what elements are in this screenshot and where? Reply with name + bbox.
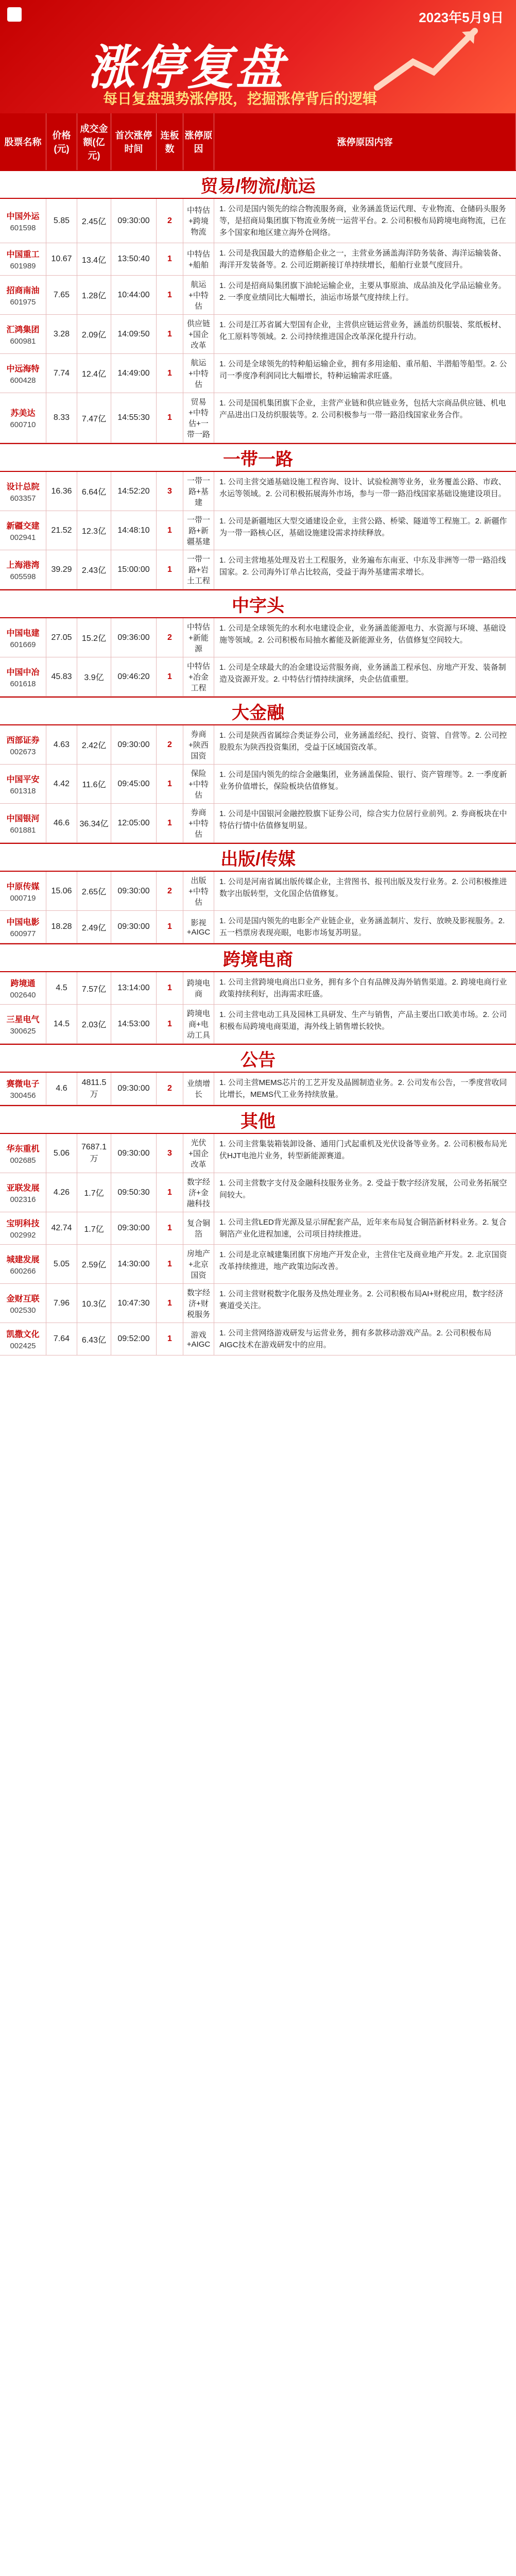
board-count: 3 <box>157 1134 183 1173</box>
limit-up-reason: 中特估+新能源 <box>183 618 214 657</box>
stock-name[interactable]: 中国电影 <box>6 918 40 927</box>
stock-name-cell <box>0 765 46 803</box>
stock-name-cell <box>0 911 46 943</box>
stock-price: 4.42 <box>46 765 77 803</box>
header-banner <box>0 0 516 113</box>
board-count: 1 <box>157 1245 183 1283</box>
page-title: 涨停复盘 <box>88 42 286 94</box>
limit-up-reason: 数字经济+财税服务 <box>183 1284 214 1323</box>
limit-up-reason: 跨境电商 <box>183 972 214 1004</box>
stock-amount: 15.2亿 <box>77 618 111 657</box>
reason-detail: 1. 公司是江苏省属大型国有企业，主营供应链运营业务，涵盖纺织服装、浆纸板材、化工原料等领域。2. 公司持续推进国企改革深化提升行动。 <box>214 315 516 353</box>
reason-detail: 1. 公司是国内领先的综合物流服务商，业务涵盖货运代理、专业物流、仓储码头服务等，是招商局集团旗下物流业务统一运营平台。2. 公司积极布局跨境电商物流，已在多个国家和地区建立海外仓网络。 <box>214 199 516 243</box>
stock-price: 7.65 <box>46 276 77 314</box>
stock-code: 002685 <box>10 1156 36 1165</box>
stock-name-cell <box>0 511 46 550</box>
table-row <box>0 1245 516 1284</box>
trend-arrow-icon <box>372 21 485 93</box>
stock-code: 002992 <box>10 1231 36 1240</box>
stock-amount: 2.45亿 <box>77 199 111 243</box>
board-count: 2 <box>157 1073 183 1105</box>
stock-price: 39.29 <box>46 550 77 589</box>
reason-detail: 1. 公司主营交通基础设施工程咨询、设计、试验检测等业务，业务覆盖公路、市政、水运等领域。2. 公司积极拓展海外市场，参与一带一路沿线国家基础设施建设项目。 <box>214 472 516 511</box>
board-count: 3 <box>157 472 183 511</box>
reason-detail: 1. 公司主营跨境电商出口业务，拥有多个自有品牌及海外销售渠道。2. 跨境电商行业政策持续利好，出海需求旺盛。 <box>214 972 516 1004</box>
board-count: 2 <box>157 618 183 657</box>
reason-detail: 1. 公司是新疆地区大型交通建设企业，主营公路、桥梁、隧道等工程施工。2. 新疆作为一带一路核心区，基础设施建设需求持续释放。 <box>214 511 516 550</box>
limit-up-time: 09:30:00 <box>111 1073 157 1105</box>
reason-detail: 1. 公司是招商局集团旗下油轮运输企业，主要从事原油、成品油及化学品运输业务。2. 一季度业绩同比大幅增长，油运市场景气度持续上行。 <box>214 276 516 314</box>
limit-up-reason: 出版+中特估 <box>183 872 214 910</box>
reason-detail: 1. 公司是全球最大的冶金建设运营服务商，业务涵盖工程承包、房地产开发、装备制造及资源开发。2. 中特估行情持续演绎，央企估值重塑。 <box>214 657 516 696</box>
stock-code: 002316 <box>10 1195 36 1204</box>
reason-detail: 1. 公司主营地基处理及岩土工程服务，业务遍布东南亚、中东及非洲等一带一路沿线国家。2. 公司海外订单占比较高，受益于海外基建需求增长。 <box>214 550 516 589</box>
board-count: 1 <box>157 1005 183 1043</box>
stock-name[interactable]: 三星电气 <box>6 1015 40 1024</box>
stock-name-cell <box>0 1173 46 1212</box>
table-row <box>0 725 516 765</box>
stock-amount: 4811.5万 <box>77 1073 111 1105</box>
stock-amount: 2.65亿 <box>77 872 111 910</box>
reason-detail: 1. 公司是我国最大的造修船企业之一，主营业务涵盖海洋防务装备、海洋运输装备、海洋开发装备等。2. 公司近期新接订单持续增长，船舶行业景气度回升。 <box>214 243 516 275</box>
table-row <box>0 872 516 911</box>
stock-code: 601881 <box>10 825 36 835</box>
stock-amount: 7.57亿 <box>77 972 111 1004</box>
stock-name[interactable]: 设计总院 <box>6 482 40 492</box>
stock-price: 14.5 <box>46 1005 77 1043</box>
table-row <box>0 1005 516 1044</box>
stock-name[interactable]: 中国重工 <box>6 250 40 259</box>
stock-name-cell <box>0 1134 46 1173</box>
section-title: 大金融 <box>0 697 516 725</box>
limit-up-time: 14:55:30 <box>111 393 157 443</box>
limit-up-time: 13:50:40 <box>111 243 157 275</box>
stock-name[interactable]: 跨境通 <box>10 979 36 988</box>
stock-price: 45.83 <box>46 657 77 696</box>
stock-name-cell <box>0 1005 46 1043</box>
stock-amount: 13.4亿 <box>77 243 111 275</box>
stock-name[interactable]: 凯撒文化 <box>6 1330 40 1339</box>
stock-amount: 7.47亿 <box>77 393 111 443</box>
stock-price: 8.33 <box>46 393 77 443</box>
stock-code: 600428 <box>10 376 36 385</box>
limit-up-reason: 一带一路+基建 <box>183 472 214 511</box>
reason-detail: 1. 公司是河南省属出版传媒企业，主营图书、报刊出版及发行业务。2. 公司积极推进数字出版转型，文化国企估值修复。 <box>214 872 516 910</box>
reason-detail: 1. 公司主营MEMS芯片的工艺开发及晶圆制造业务。2. 公司发布公告，一季度营收同比增长，MEMS代工业务持续放量。 <box>214 1073 516 1105</box>
limit-up-time: 14:30:00 <box>111 1245 157 1283</box>
stock-name[interactable]: 招商南油 <box>6 286 40 295</box>
stock-amount: 6.64亿 <box>77 472 111 511</box>
limit-up-reason: 一带一路+岩土工程 <box>183 550 214 589</box>
reason-detail: 1. 公司主营财税数字化服务及热处理业务。2. 公司积极布局AI+财税应用，数字经济赛道受关注。 <box>214 1284 516 1323</box>
stock-code: 600266 <box>10 1266 36 1276</box>
limit-up-reason: 贸易+中特估+一带一路 <box>183 393 214 443</box>
stock-code: 601318 <box>10 786 36 795</box>
stock-name-cell <box>0 618 46 657</box>
stock-name-cell <box>0 550 46 589</box>
reason-detail: 1. 公司主营集装箱装卸设备、通用门式起重机及光伏设备等业务。2. 公司积极布局光伏HJT电池片业务，转型新能源赛道。 <box>214 1134 516 1173</box>
header-content: 涨停原因内容 <box>214 113 516 170</box>
board-count: 1 <box>157 765 183 803</box>
section-title: 公告 <box>0 1044 516 1073</box>
reason-detail: 1. 公司是国内领先的电影全产业链企业，业务涵盖制片、发行、放映及影视服务。2. 五一档票房表现亮眼，电影市场复苏明显。 <box>214 911 516 943</box>
table-row <box>0 354 516 393</box>
stock-price: 5.05 <box>46 1245 77 1283</box>
stock-name-cell <box>0 315 46 353</box>
stock-price: 7.74 <box>46 354 77 393</box>
stock-name[interactable]: 上海港湾 <box>6 561 40 570</box>
stock-price: 4.5 <box>46 972 77 1004</box>
reason-detail: 1. 公司主营数字支付及金融科技服务业务。2. 受益于数字经济发展，公司业务拓展空间较大。 <box>214 1173 516 1212</box>
board-count: 1 <box>157 1284 183 1323</box>
stock-amount: 2.43亿 <box>77 550 111 589</box>
section-title: 跨境电商 <box>0 943 516 972</box>
table-row <box>0 1212 516 1245</box>
stock-name-cell <box>0 472 46 511</box>
stock-code: 002640 <box>10 991 36 999</box>
section-title: 中字头 <box>0 589 516 618</box>
stock-name[interactable]: 中原传媒 <box>6 882 40 891</box>
limit-up-reason: 数字经济+金融科技 <box>183 1173 214 1212</box>
board-count: 1 <box>157 315 183 353</box>
board-count: 1 <box>157 1212 183 1244</box>
board-count: 1 <box>157 511 183 550</box>
table-row <box>0 1073 516 1105</box>
stock-name[interactable]: 中国外运 <box>6 212 40 221</box>
stock-amount: 7687.1万 <box>77 1134 111 1173</box>
limit-up-reason: 供应链+国企改革 <box>183 315 214 353</box>
stock-code: 000719 <box>10 893 36 903</box>
stock-code: 601975 <box>10 297 36 307</box>
stock-name[interactable]: 亚联发展 <box>6 1183 40 1193</box>
stock-price: 18.28 <box>46 911 77 943</box>
stock-code: 605598 <box>10 572 36 581</box>
stock-name[interactable]: 苏美达 <box>10 409 36 418</box>
table-row <box>0 550 516 589</box>
limit-up-time: 09:30:00 <box>111 911 157 943</box>
stock-code: 002941 <box>10 533 36 542</box>
stock-name-cell <box>0 804 46 842</box>
board-count: 1 <box>157 393 183 443</box>
limit-up-reason: 中特估+船舶 <box>183 243 214 275</box>
section-title: 出版/传媒 <box>0 843 516 872</box>
section-title: 贸易/物流/航运 <box>0 170 516 199</box>
limit-up-time: 14:53:00 <box>111 1005 157 1043</box>
board-count: 1 <box>157 657 183 696</box>
stock-price: 27.05 <box>46 618 77 657</box>
limit-up-reason: 一带一路+新疆基建 <box>183 511 214 550</box>
report-date: 2023年5月9日 <box>419 10 504 25</box>
stock-amount: 10.3亿 <box>77 1284 111 1323</box>
limit-up-reason: 航运+中特估 <box>183 354 214 393</box>
stock-name[interactable]: 赛微电子 <box>6 1080 40 1089</box>
limit-up-reason: 光伏+国企改革 <box>183 1134 214 1173</box>
section-title: 一带一路 <box>0 443 516 472</box>
stock-price: 16.36 <box>46 472 77 511</box>
header-time: 首次涨停时间 <box>111 113 157 170</box>
stock-name-cell <box>0 276 46 314</box>
limit-up-reason: 游戏+AIGC <box>183 1323 214 1355</box>
limit-up-reason: 跨境电商+电动工具 <box>183 1005 214 1043</box>
limit-up-time: 12:05:00 <box>111 804 157 842</box>
stock-amount: 2.09亿 <box>77 315 111 353</box>
header-name: 股票名称 <box>0 113 46 170</box>
stock-price: 4.26 <box>46 1173 77 1212</box>
reason-detail: 1. 公司主营网络游戏研发与运营业务，拥有多款移动游戏产品。2. 公司积极布局AIGC技术在游戏研发中的应用。 <box>214 1323 516 1355</box>
limit-up-time: 09:45:00 <box>111 765 157 803</box>
limit-up-reason: 航运+中特估 <box>183 276 214 314</box>
limit-up-time: 10:47:30 <box>111 1284 157 1323</box>
table-row <box>0 804 516 843</box>
board-count: 1 <box>157 804 183 842</box>
board-count: 1 <box>157 1173 183 1212</box>
limit-up-time: 14:09:50 <box>111 315 157 353</box>
stock-code: 600710 <box>10 420 36 429</box>
table-row <box>0 199 516 243</box>
board-count: 1 <box>157 972 183 1004</box>
limit-up-time: 14:48:10 <box>111 511 157 550</box>
stock-amount: 1.28亿 <box>77 276 111 314</box>
table-row <box>0 511 516 550</box>
stock-price: 7.64 <box>46 1323 77 1355</box>
header-amount: 成交金额(亿元) <box>77 113 111 170</box>
stock-name-cell <box>0 1073 46 1105</box>
limit-up-time: 10:44:00 <box>111 276 157 314</box>
limit-up-time: 14:52:20 <box>111 472 157 511</box>
stock-name[interactable]: 中国银河 <box>6 814 40 823</box>
board-count: 1 <box>157 911 183 943</box>
table-row <box>0 1284 516 1323</box>
limit-up-time: 09:46:20 <box>111 657 157 696</box>
logo <box>7 7 22 22</box>
reason-detail: 1. 公司是全球领先的水利水电建设企业，业务涵盖能源电力、水资源与环境、基础设施等领域。2. 公司积极布局抽水蓄能及新能源业务，估值修复空间较大。 <box>214 618 516 657</box>
table-row <box>0 1134 516 1173</box>
table-row <box>0 315 516 354</box>
stock-amount: 12.3亿 <box>77 511 111 550</box>
limit-up-reason: 券商+中特估 <box>183 804 214 842</box>
table-header <box>0 113 516 170</box>
stock-name-cell <box>0 872 46 910</box>
stock-amount: 6.43亿 <box>77 1323 111 1355</box>
stock-code: 300625 <box>10 1026 36 1036</box>
page-subtitle: 每日复盘强势涨停股，挖掘涨停背后的逻辑 <box>103 91 377 107</box>
stock-name[interactable]: 宝明科技 <box>6 1219 40 1228</box>
stock-price: 5.85 <box>46 199 77 243</box>
stock-price: 5.06 <box>46 1134 77 1173</box>
stock-code: 600977 <box>10 929 36 938</box>
stock-code: 601618 <box>10 679 36 688</box>
reason-detail: 1. 公司是全球领先的特种船运输企业，拥有多用途船、重吊船、半潜船等船型。2. 公司一季度净利润同比大幅增长，特种运输需求旺盛。 <box>214 354 516 393</box>
table-row <box>0 765 516 804</box>
table-row <box>0 657 516 697</box>
stock-amount: 12.4亿 <box>77 354 111 393</box>
limit-up-reason: 房地产+北京国资 <box>183 1245 214 1283</box>
stock-name[interactable]: 中远海特 <box>6 364 40 374</box>
stock-name[interactable]: 华东重机 <box>6 1144 40 1154</box>
table-row <box>0 276 516 315</box>
stock-amount: 2.03亿 <box>77 1005 111 1043</box>
stock-name[interactable]: 中国电建 <box>6 629 40 638</box>
stock-code: 600981 <box>10 336 36 346</box>
limit-up-time: 09:30:00 <box>111 725 157 764</box>
sections-container <box>0 170 516 1355</box>
stock-code: 002673 <box>10 747 36 756</box>
stock-name[interactable]: 中国平安 <box>6 775 40 784</box>
stock-amount: 2.59亿 <box>77 1245 111 1283</box>
stock-name-cell <box>0 657 46 696</box>
reason-detail: 1. 公司主营电动工具及园林工具研发、生产与销售，产品主要出口欧美市场。2. 公司积极布局跨境电商渠道，海外线上销售增长较快。 <box>214 1005 516 1043</box>
stock-code: 601598 <box>10 223 36 232</box>
stock-amount: 3.9亿 <box>77 657 111 696</box>
stock-price: 15.06 <box>46 872 77 910</box>
header-price: 价格(元) <box>46 113 77 170</box>
stock-code: 300456 <box>10 1091 36 1100</box>
stock-price: 42.74 <box>46 1212 77 1244</box>
limit-up-time: 09:52:00 <box>111 1323 157 1355</box>
board-count: 1 <box>157 354 183 393</box>
table-row <box>0 972 516 1005</box>
table-row <box>0 393 516 443</box>
stock-code: 002530 <box>10 1306 36 1315</box>
board-count: 1 <box>157 550 183 589</box>
limit-up-time: 15:00:00 <box>111 550 157 589</box>
stock-price: 10.67 <box>46 243 77 275</box>
reason-detail: 1. 公司是陕西省属综合类证券公司，业务涵盖经纪、投行、资管、自营等。2. 公司控股股东为陕西投资集团，受益于区域国资改革。 <box>214 725 516 764</box>
header-reason: 涨停原因 <box>183 113 214 170</box>
stock-name[interactable]: 新疆交建 <box>6 521 40 531</box>
stock-name-cell <box>0 354 46 393</box>
stock-price: 4.6 <box>46 1073 77 1105</box>
stock-name-cell <box>0 1212 46 1244</box>
stock-price: 46.6 <box>46 804 77 842</box>
stock-price: 3.28 <box>46 315 77 353</box>
stock-amount: 36.34亿 <box>77 804 111 842</box>
limit-up-reason: 券商+陕西国资 <box>183 725 214 764</box>
limit-up-time: 09:30:00 <box>111 199 157 243</box>
stock-name-cell <box>0 1245 46 1283</box>
stock-name[interactable]: 汇鸿集团 <box>6 325 40 334</box>
stock-name-cell <box>0 1323 46 1355</box>
limit-up-time: 13:14:00 <box>111 972 157 1004</box>
stock-amount: 2.49亿 <box>77 911 111 943</box>
table-row <box>0 618 516 657</box>
stock-code: 601989 <box>10 262 36 270</box>
stock-amount: 1.7亿 <box>77 1173 111 1212</box>
stock-name[interactable]: 中国中冶 <box>6 668 40 677</box>
board-count: 1 <box>157 276 183 314</box>
stock-name-cell <box>0 972 46 1004</box>
stock-code: 603357 <box>10 494 36 503</box>
limit-up-time: 09:30:00 <box>111 1212 157 1244</box>
stock-price: 7.96 <box>46 1284 77 1323</box>
reason-detail: 1. 公司是国内领先的综合金融集团，业务涵盖保险、银行、资产管理等。2. 一季度新业务价值增长，保险板块估值修复。 <box>214 765 516 803</box>
stock-name-cell <box>0 1284 46 1323</box>
reason-detail: 1. 公司是北京城建集团旗下房地产开发企业，主营住宅及商业地产开发。2. 北京国资改革持续推进，地产政策边际改善。 <box>214 1245 516 1283</box>
table-row <box>0 472 516 511</box>
stock-price: 4.63 <box>46 725 77 764</box>
stock-name[interactable]: 西部证券 <box>6 736 40 745</box>
limit-up-reason: 中特估+冶金工程 <box>183 657 214 696</box>
stock-name-cell <box>0 725 46 764</box>
stock-name-cell <box>0 393 46 443</box>
stock-name-cell <box>0 243 46 275</box>
header-boards: 连板数 <box>157 113 183 170</box>
stock-name-cell <box>0 199 46 243</box>
board-count: 2 <box>157 199 183 243</box>
limit-up-reason: 影视+AIGC <box>183 911 214 943</box>
table-row <box>0 911 516 943</box>
table-row <box>0 243 516 276</box>
stock-amount: 11.6亿 <box>77 765 111 803</box>
table-row <box>0 1323 516 1355</box>
stock-name[interactable]: 金财互联 <box>6 1294 40 1303</box>
limit-up-reason: 保险+中特估 <box>183 765 214 803</box>
stock-code: 002425 <box>10 1342 36 1350</box>
stock-price: 21.52 <box>46 511 77 550</box>
limit-up-reason: 中特估+跨境物流 <box>183 199 214 243</box>
board-count: 2 <box>157 725 183 764</box>
limit-up-time: 14:49:00 <box>111 354 157 393</box>
limit-up-time: 09:36:00 <box>111 618 157 657</box>
reason-detail: 1. 公司是国机集团旗下企业，主营产业链和供应链业务，包括大宗商品供应链、机电产品进出口及纺织服装等。2. 公司积极参与一带一路沿线国家业务合作。 <box>214 393 516 443</box>
limit-up-time: 09:50:30 <box>111 1173 157 1212</box>
section-title: 其他 <box>0 1105 516 1134</box>
limit-up-reason: 复合铜箔 <box>183 1212 214 1244</box>
stock-amount: 2.42亿 <box>77 725 111 764</box>
stock-name[interactable]: 城建发展 <box>6 1255 40 1264</box>
limit-up-time: 09:30:00 <box>111 1134 157 1173</box>
table-row <box>0 1173 516 1212</box>
limit-up-reason: 业绩增长 <box>183 1073 214 1105</box>
limit-up-time: 09:30:00 <box>111 872 157 910</box>
stock-code: 601669 <box>10 640 36 649</box>
board-count: 2 <box>157 872 183 910</box>
board-count: 1 <box>157 1323 183 1355</box>
reason-detail: 1. 公司是中国银河金融控股旗下证券公司，综合实力位居行业前列。2. 券商板块在中特估行情中估值修复明显。 <box>214 804 516 842</box>
reason-detail: 1. 公司主营LED背光源及显示屏配套产品，近年来布局复合铜箔新材料业务。2. 复合铜箔产业化进程加速，公司项目持续推进。 <box>214 1212 516 1244</box>
stock-amount: 1.7亿 <box>77 1212 111 1244</box>
board-count: 1 <box>157 243 183 275</box>
